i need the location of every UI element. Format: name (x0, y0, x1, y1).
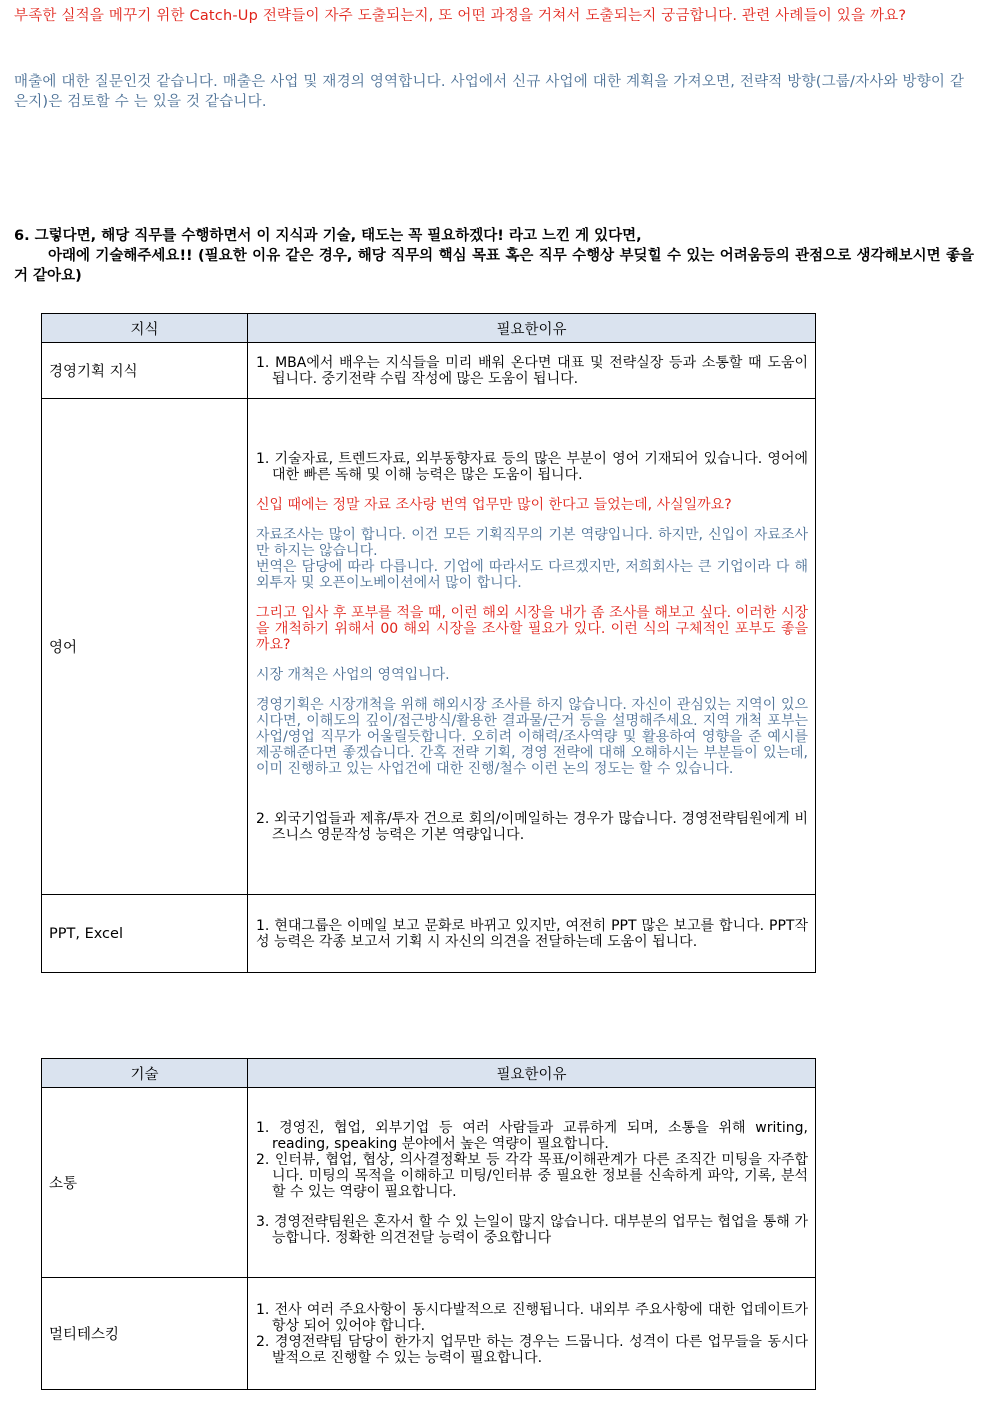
row-value (248, 1088, 816, 1278)
row-key: 소통 (42, 1088, 248, 1278)
list-item: 1. 기술자료, 트렌드자료, 외부동향자료 등의 많은 부분이 영어 기재되어 있습니다. 영어에 대한 빠른 독해 및 이해 능력은 많은 도움이 됩니다. (256, 450, 808, 483)
row-value (248, 1278, 816, 1390)
question-text: 그리고 입사 후 포부를 적을 때, 이런 해외 시장을 내가 좀 조사를 해보고 싶다. 이러한 시장을 개척하기 위해서 00 해외 시장을 조사할 필요가 있다. 이런 식의 구체적인 포부도 좋을까요? (256, 604, 808, 653)
answer-text: 시장 개척은 사업의 영역입니다. (256, 666, 450, 683)
list-item: 2. 외국기업들과 제휴/투자 건으로 회의/이메일하는 경우가 많습니다. 경영전략팀원에게 비즈니스 영문작성 능력은 기본 역량입니다. (256, 810, 808, 843)
row-key: 멀티테스킹 (42, 1278, 248, 1390)
knowledge-table-header (42, 314, 816, 343)
list-item: 1. MBA에서 배우는 지식들을 미리 배워 온다면 대표 및 전략실장 등과 소통할 때 도움이 됩니다. 중기전략 수립 작성에 많은 도움이 됩니다. (256, 354, 808, 387)
list-item: 2. 경영전략팀 담당이 한가지 업무만 하는 경우는 드뭅니다. 성격이 다른 업무들을 동시다발적으로 진행할 수 있는 능력이 필요합니다. (256, 1333, 808, 1366)
list-item: 3. 경영전략팀원은 혼자서 할 수 있 는일이 많지 않습니다. 대부분의 업무는 협업을 통해 가능합니다. 정확한 의견전달 능력이 중요합니다 (256, 1213, 808, 1246)
header-reason: 필요한이유 (248, 314, 816, 343)
skill-table-header (42, 1059, 816, 1088)
table-row (42, 895, 816, 973)
answer-text: 자료조사는 많이 합니다. 이건 모든 기획직무의 기본 역량입니다. 하지만, 신입이 자료조사만 하지는 않습니다. (256, 526, 808, 559)
table-row (42, 1088, 816, 1278)
skill-table (41, 1058, 816, 1390)
row-key: 영어 (42, 399, 248, 895)
question-6-line2: 아래에 기술해주세요!! (필요한 이유 같은 경우, 해당 직무의 핵심 목표 혹은 직무 수행상 부딪힐 수 있는 어려움등의 관점으로 생각해보시면 좋을 거 같아요) (14, 248, 974, 284)
table-row (42, 343, 816, 399)
answer-text: 경영기획은 시장개척을 위해 해외시장 조사를 하지 않습니다. 자신이 관심있는 지역이 있으시다면, 이해도의 깊이/접근방식/활용한 결과물/근거 등을 설명해주세요. 지역 개척 포부는 사업/영업 직무가 어울릴듯합니다. 오히려 이해력/조사역량 및 활용하여 영향을 준 예시를 제공해준다면 좋겠습니다. 간혹 전략 기획, 경영 전략에 대해 오해하시는 부분들이 있는데, 이미 진행하고 있는 사업건에 대한 진행/철수 이런 논의 정도는 할 수 있습니다. (256, 696, 808, 777)
list-item: 1. 전사 여러 주요사항이 동시다발적으로 진행됩니다. 내외부 주요사항에 대한 업데이트가 항상 되어 있어야 합니다. (256, 1301, 808, 1334)
row-key: 경영기획 지식 (42, 343, 248, 399)
question-6-line1: 6. 그렇다면, 해당 직무를 수행하면서 이 지식과 기술, 태도는 꼭 필요하겠다! 라고 느낀 게 있다면, (14, 228, 642, 244)
knowledge-table (41, 313, 816, 973)
list-item: 1. 경영진, 협업, 외부기업 등 여러 사람들과 교류하게 되며, 소통을 위해 writing, reading, speaking 분야에서 높은 역량이 필요합니다. (256, 1119, 808, 1152)
table-row (42, 1278, 816, 1390)
row-key: PPT, Excel (42, 895, 248, 973)
table-row (42, 399, 816, 895)
header-skill: 기술 (42, 1059, 248, 1088)
top-answer-text: 매출에 대한 질문인것 같습니다. 매출은 사업 및 재경의 영역합니다. 사업에서 신규 사업에 대한 계획을 가져오면, 전략적 방향(그룹/자사와 방향이 같은지)은 검토할 수 는 있을 것 같습니다. (14, 74, 965, 110)
header-reason: 필요한이유 (248, 1059, 816, 1088)
question-6-heading (14, 226, 974, 286)
list-item: 1. 현대그룹은 이메일 보고 문화로 바뀌고 있지만, 여전히 PPT 많은 보고를 합니다. PPT작성 능력은 각종 보고서 기획 시 자신의 의견을 전달하는데 도움이 됩니다. (256, 917, 808, 950)
row-value (248, 343, 816, 399)
row-value (248, 895, 816, 973)
answer-text: 번역은 담당에 따라 다릅니다. 기업에 따라서도 다르겠지만, 저희회사는 큰 기업이라 다 해외투자 및 오픈이노베이션에서 많이 합니다. (256, 558, 808, 591)
row-value (248, 399, 816, 895)
list-item: 2. 인터뷰, 협업, 협상, 의사결정확보 등 각각 목표/이해관계가 다른 조직간 미팅을 자주합니다. 미팅의 목적을 이해하고 미팅/인터뷰 중 필요한 정보를 신속하게 파악, 기록, 분석할 수 있는 역량이 필요합니다. (256, 1151, 808, 1200)
question-text: 신입 때에는 정말 자료 조사랑 번역 업무만 많이 한다고 들었는데, 사실일까요? (256, 496, 732, 513)
header-knowledge: 지식 (42, 314, 248, 343)
top-question-text: 부족한 실적을 메꾸기 위한 Catch-Up 전략들이 자주 도출되는지, 또 어떤 과정을 거쳐서 도출되는지 궁금합니다. 관련 사례들이 있을 까요? (14, 8, 907, 24)
